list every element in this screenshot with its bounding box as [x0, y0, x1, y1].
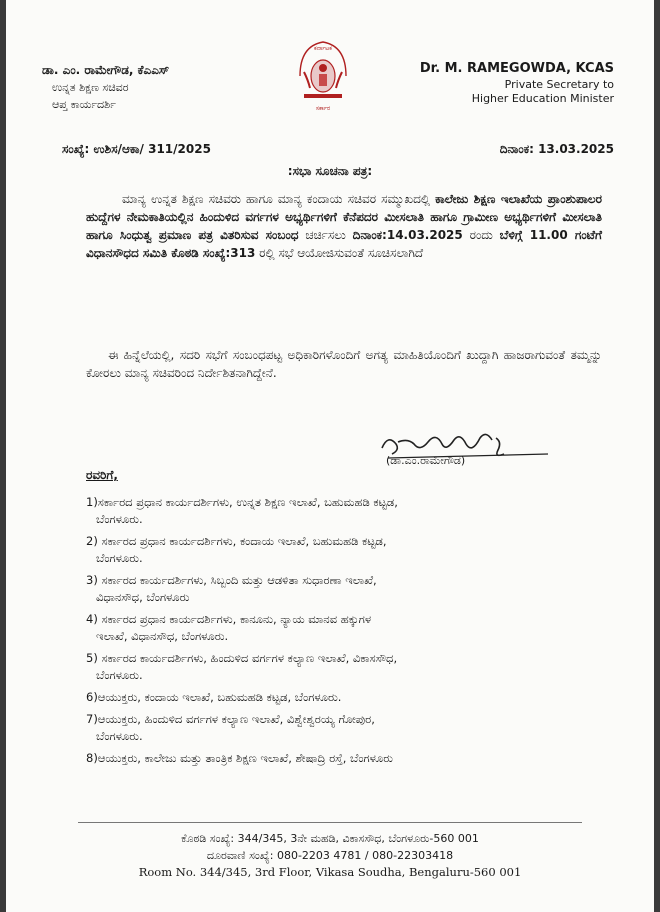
signatory-name: (ಡಾ.ಎಂ.ರಾಮೇಗೌಡ)	[386, 454, 466, 467]
p1-meeting-time-venue: ಬೆಳಿಗ್ಗೆ 11.00 ಗಂಟೆಗೆ ವಿಧಾನಸೌಧದ ಸಮಿತಿ ಕೊಠಡಿ ಸಂಖ್ಯೆ:313	[86, 228, 602, 260]
recipient-item	[86, 611, 594, 645]
letterhead-english	[414, 62, 614, 106]
footer-divider	[78, 822, 582, 823]
recipient-item	[86, 494, 594, 528]
meeting-notice-heading: :ಸಭಾ ಸೂಚನಾ ಪತ್ರ:	[287, 164, 373, 178]
p1-intro: ಮಾನ್ಯ ಉನ್ನತ ಶಿಕ್ಷಣ ಸಚಿವರು ಹಾಗೂ ಮಾನ್ಯ ಕಂದಾಯ ಸಚಿವರ ಸಮ್ಮುಖದಲ್ಲಿ	[122, 192, 436, 206]
footer-room-kannada: ಕೊಠಡಿ ಸಂಖ್ಯೆ: 344/345, 3ನೇ ಮಹಡಿ, ವಿಕಾಸಸೌಧ, ಬೆಂಗಳೂರು-560 001	[181, 832, 479, 845]
sender-name-kannada: ಡಾ. ಎಂ. ರಾಮೇಗೌಡ, ಕೆಎಎಸ್	[42, 63, 170, 77]
letter-page	[6, 0, 654, 912]
sender-title-line2-english: Higher Education Minister	[471, 92, 614, 105]
recipient-item	[86, 750, 594, 767]
recipient-line1: 3) ಸರ್ಕಾರದ ಕಾರ್ಯದರ್ಶಿಗಳು, ಸಿಬ್ಬಂದಿ ಮತ್ತು ಆಡಳಿತಾ ಸುಧಾರಣಾ ಇಲಾಖೆ,	[86, 573, 377, 587]
p1-subject: ಕಾಲೇಜು ಶಿಕ್ಷಣ ಇಲಾಖೆಯ ಪ್ರಾಂಶುಪಾಲರ ಹುದ್ದೆಗಳ ನೇಮಕಾತಿಯಲ್ಲಿನ ಹಿಂದುಳಿದ ವರ್ಗಗಳ ಅಭ್ಯರ್ಥಿಗಳಿಗೆ ಕೆನೆಪದರ ಮೀಸಲಾತಿ ಹಾಗೂ ಗ್ರಾಮೀಣ ಅಭ್ಯರ್ಥಿಗಳಿಗೆ ಮೀಸಲಾತಿ ಹಾಗೂ ಸಿಂಧುತ್ವ ಪ್ರಮಾಣ ಪತ್ರ ವಿತರಿಸುವ ಸಂಬಂಧ	[86, 192, 603, 242]
recipient-line1: 5) ಸರ್ಕಾರದ ಕಾರ್ಯದರ್ಶಿಗಳು, ಹಿಂದುಳಿದ ವರ್ಗಗಳ ಕಲ್ಯಾಣ ಇಲಾಖೆ, ವಿಕಾಸಸೌಧ,	[86, 651, 398, 665]
recipient-line1: 7)ಆಯುಕ್ತರು, ಹಿಂದುಳಿದ ವರ್ಗಗಳ ಕಲ್ಯಾಣ ಇಲಾಖೆ, ವಿಶ್ವೇಶ್ವರಯ್ಯ ಗೋಪುರ,	[86, 712, 375, 726]
p1-closing: ರಲ್ಲಿ ಸಭೆ ಆಯೋಜಿಸುವಂತೆ ಸೂಚಿಸಲಾಗಿದೆ	[255, 246, 424, 260]
recipient-line1: 8)ಆಯುಕ್ತರು, ಕಾಲೇಜು ಮತ್ತು ತಾಂತ್ರಿಕ ಶಿಕ್ಷಣ ಇಲಾಖೆ, ಶೇಷಾದ್ರಿ ರಸ್ತೆ, ಬೆಂಗಳೂರು	[86, 751, 393, 765]
sender-title-line1-kannada: ಉನ್ನತ ಶಿಕ್ಷಣ ಸಚಿವರ	[52, 81, 129, 94]
footer-address	[6, 830, 654, 881]
recipient-item	[86, 650, 594, 684]
footer-room-english: Room No. 344/345, 3rd Floor, Vikasa Soudha, Bengaluru-560 001	[138, 865, 522, 879]
body-paragraph-1	[86, 190, 602, 262]
recipient-line2: ಬೆಂಗಳೂರು.	[96, 512, 143, 526]
letterhead-kannada	[42, 62, 282, 113]
recipient-line2: ವಿಧಾನಸೌಧ, ಬೆಂಗಳೂರು	[96, 590, 190, 604]
recipient-line1: 4) ಸರ್ಕಾರದ ಪ್ರಧಾನ ಕಾರ್ಯದರ್ಶಿಗಳು, ಕಾನೂನು, ನ್ಯಾಯ ಮಾನವ ಹಕ್ಕುಗಳ	[86, 612, 372, 626]
recipients-title: ರವರಿಗೆ,	[86, 468, 118, 482]
recipient-item	[86, 533, 594, 567]
reference-number: ಸಂಖ್ಯೆ: ಉಶಿಸ/ಆಕಾ/ 311/2025	[62, 142, 211, 156]
recipient-line2: ಇಲಾಖೆ, ವಿಧಾನಸೌಧ, ಬೆಂಗಳೂರು.	[96, 629, 229, 643]
recipient-line2: ಬೆಂಗಳೂರು.	[96, 729, 143, 743]
emblem-top-text: ಕರ್ನಾಟಕ	[314, 45, 332, 52]
recipient-item	[86, 711, 594, 745]
reference-line	[62, 142, 614, 157]
body-paragraph-2	[86, 346, 602, 382]
recipient-line2: ಬೆಂಗಳೂರು.	[96, 668, 143, 682]
sender-title-line2-kannada: ಆಪ್ತ ಕಾರ್ಯದರ್ಶಿ	[52, 98, 116, 111]
p1-discuss: ಚರ್ಚಿಸಲು	[298, 228, 353, 242]
recipient-line2: ಬೆಂಗಳೂರು.	[96, 551, 143, 565]
recipient-line1: 2) ಸರ್ಕಾರದ ಪ್ರಧಾನ ಕಾರ್ಯದರ್ಶಿಗಳು, ಕಂದಾಯ ಇಲಾಖೆ, ಬಹುಮಹಡಿ ಕಟ್ಟಡ,	[86, 534, 387, 548]
recipients-list	[86, 494, 594, 772]
sender-name-english: Dr. M. RAMEGOWDA, KCAS	[419, 61, 614, 76]
recipient-item	[86, 689, 594, 706]
p1-on: ರಂದು	[462, 228, 500, 242]
karnataka-emblem-icon	[294, 38, 352, 116]
sender-title-line1-english: Private Secretary to	[504, 78, 614, 91]
footer-phone: ದೂರವಾಣಿ ಸಂಖ್ಯೆ: 080-2203 4781 / 080-22303418	[206, 849, 454, 862]
p1-meeting-date: ದಿನಾಂಕ:14.03.2025	[352, 228, 463, 242]
emblem-bottom-text: ಸರ್ಕಾರ	[315, 105, 331, 112]
recipient-line1: 6)ಆಯುಕ್ತರು, ಕಂದಾಯ ಇಲಾಖೆ, ಬಹುಮಹಡಿ ಕಟ್ಟಡ, ಬೆಂಗಳೂರು.	[86, 690, 342, 704]
recipient-item	[86, 572, 594, 606]
recipient-line1: 1)ಸರ್ಕಾರದ ಪ್ರಧಾನ ಕಾರ್ಯದರ್ಶಿಗಳು, ಉನ್ನತ ಶಿಕ್ಷಣ ಇಲಾಖೆ, ಬಹುಮಹಡಿ ಕಟ್ಟಡ,	[86, 495, 398, 509]
letter-date: ದಿನಾಂಕ: 13.03.2025	[499, 142, 614, 156]
p2-text: ಈ ಹಿನ್ನೆಲೆಯಲ್ಲಿ, ಸದರಿ ಸಭೆಗೆ ಸಂಬಂಧಪಟ್ಟ ಅಧಿಕಾರಿಗಳೊಂದಿಗೆ ಅಗತ್ಯ ಮಾಹಿತಿಯೊಂದಿಗೆ ಖುದ್ದಾಗಿ ಹಾಜರಾಗುವಂತೆ ತಮ್ಮನ್ನು ಕೋರಲು ಮಾನ್ಯ ಸಚಿವರಿಂದ ನಿರ್ದೇಶಿತನಾಗಿದ್ದೇನೆ.	[86, 348, 602, 380]
